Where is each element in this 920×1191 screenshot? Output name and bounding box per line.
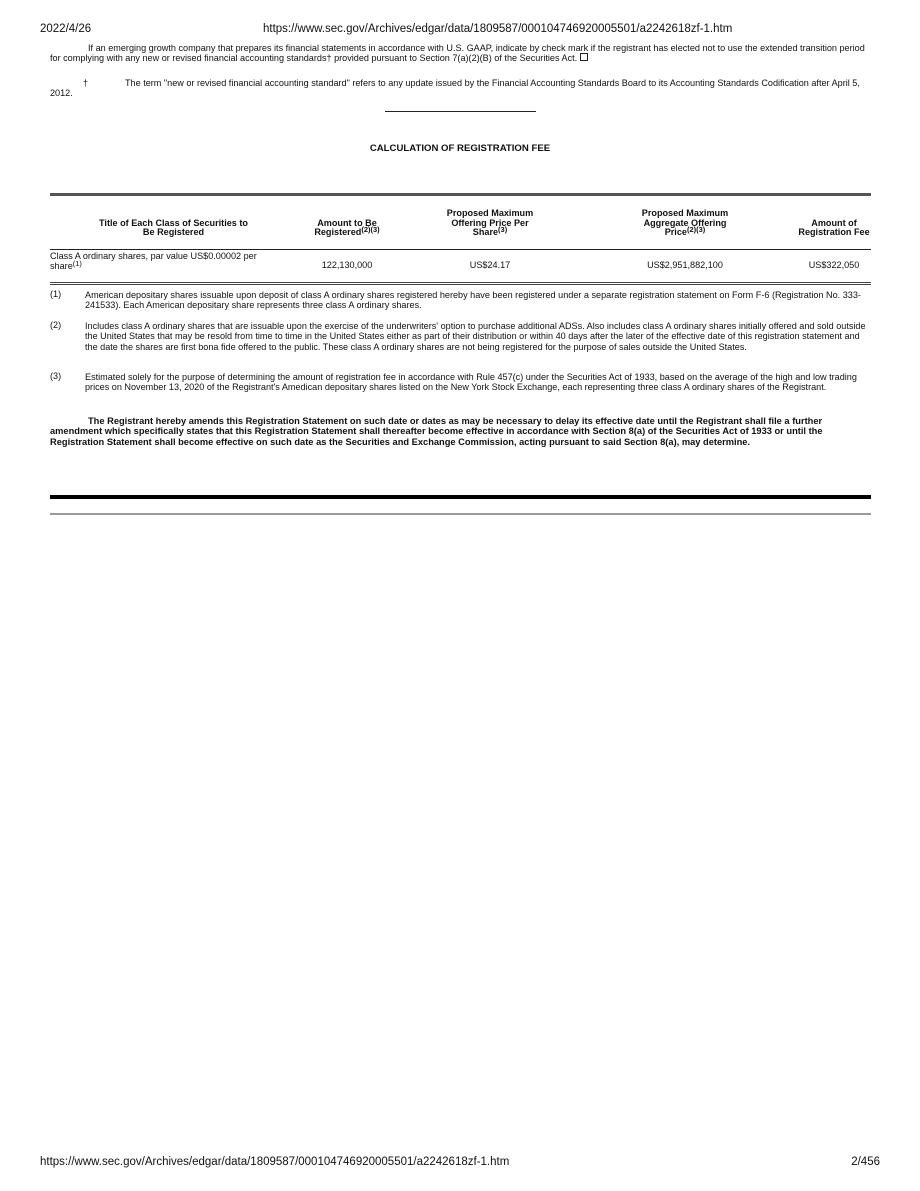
cell-security-title: Class A ordinary shares, par value US$0.00002 per share$^{(1)}$ [50, 250, 297, 284]
page-number: 2/456 [851, 1156, 880, 1168]
table-header-row [50, 195, 871, 250]
footnote-text: Includes class A ordinary shares that are issuable upon the exercise of the underwriters' option to purchase additional ADSs. Also includes class A ordinary shares initially offered and sold outside the United States that may be resold from time to time in the United States either as part of their distribution or within 40 days after the later of the effective date of this registration statement and the date the shares are first bona fide offered to the public. These class A ordinary shares are not being registered for the purpose of sales outside the United States. [85, 321, 866, 352]
page-break-rule-thin [50, 513, 871, 515]
header-registration-fee: Amount of Registration Fee [787, 195, 871, 250]
header-title-of-class: Title of Each Class of Securities to Be Registered [50, 195, 297, 250]
cell-aggregate-price: US$2,951,882,100 [583, 250, 787, 284]
footnote-text: American depositary shares issuable upon deposit of class A ordinary shares registered hereby have been registered under a separate registration statement on Form F-6 (Registration No. 333-241533). Each American depositary share represents three class A ordinary shares. [85, 290, 861, 311]
table-row [50, 250, 871, 284]
section-divider [385, 111, 536, 112]
page-url-header: https://www.sec.gov/Archives/edgar/data/1809587/000104746920005501/a2242618zf-1.htm [263, 23, 733, 35]
registration-fee-table [50, 193, 871, 285]
print-date: 2022/4/26 [40, 23, 92, 35]
header-max-aggregate-price: Proposed Maximum Aggregate Offering Price$^{(2)(3)}$ [583, 195, 787, 250]
page-break-rule-thick [50, 495, 871, 499]
dagger-text: The term "new or revised financial accounting standard" refers to any update issued by the Financial Accounting Standards Board to its Accounting Standards Codification after April 5, 2012. [50, 78, 860, 99]
checkbox-icon [580, 53, 588, 61]
egc-paragraph [50, 43, 870, 64]
page-url-footer: https://www.sec.gov/Archives/edgar/data/1809587/000104746920005501/a2242618zf-1.htm [40, 1156, 510, 1168]
cell-fee: US$322,050 [787, 250, 871, 284]
footnote-1 [50, 290, 870, 311]
section-heading: CALCULATION OF REGISTRATION FEE [369, 143, 551, 154]
delaying-amendment-paragraph: The Registrant hereby amends this Registration Statement on such date or dates as may be necessary to delay its effective date until the Registrant shall file a further amendment which specifically states that this Registration Statement shall thereafter become effective in accordance with Section 8(a) of the Securities Act of 1933 or until the Registration Statement shall become effective on such date as the Securities and Exchange Commission, acting pursuant to said Section 8(a), may determine. [50, 416, 823, 447]
footnote-text: Estimated solely for the purpose of determining the amount of registration fee in accordance with Rule 457(c) under the Securities Act of 1933, based on the average of the high and low trading prices on November 13, 2020 of the Registrant's Amedican depositary shares listed on the New York Stock Exchange, each representing three class A ordinary shares of the Registrant. [85, 372, 857, 393]
footnote-number: (2) [50, 320, 62, 330]
dagger-symbol: † [82, 78, 88, 88]
egc-text: If an emerging growth company that prepares its financial statements in accordance with U.S. GAAP, indicate by check mark if the registrant has elected not to use the extended transition period for complying with any new or revised financial accounting standards† provided pursuant to Section 7(a)(2)(B) of the Securities Act. [50, 43, 865, 64]
cell-price-per-share: US$24.17 [397, 250, 583, 284]
footnote-3 [50, 372, 870, 393]
cell-amount: 122,130,000 [297, 250, 397, 284]
header-amount-registered: Amount to Be Registered$^{(2)(3)}$ [297, 195, 397, 250]
footnote-number: (3) [50, 371, 62, 381]
footnote-number: (1) [50, 289, 62, 299]
dagger-footnote [50, 78, 870, 99]
footnote-2 [50, 321, 870, 352]
header-max-offering-price: Proposed Maximum Offering Price Per Share$^{(3)}$ [397, 195, 583, 250]
